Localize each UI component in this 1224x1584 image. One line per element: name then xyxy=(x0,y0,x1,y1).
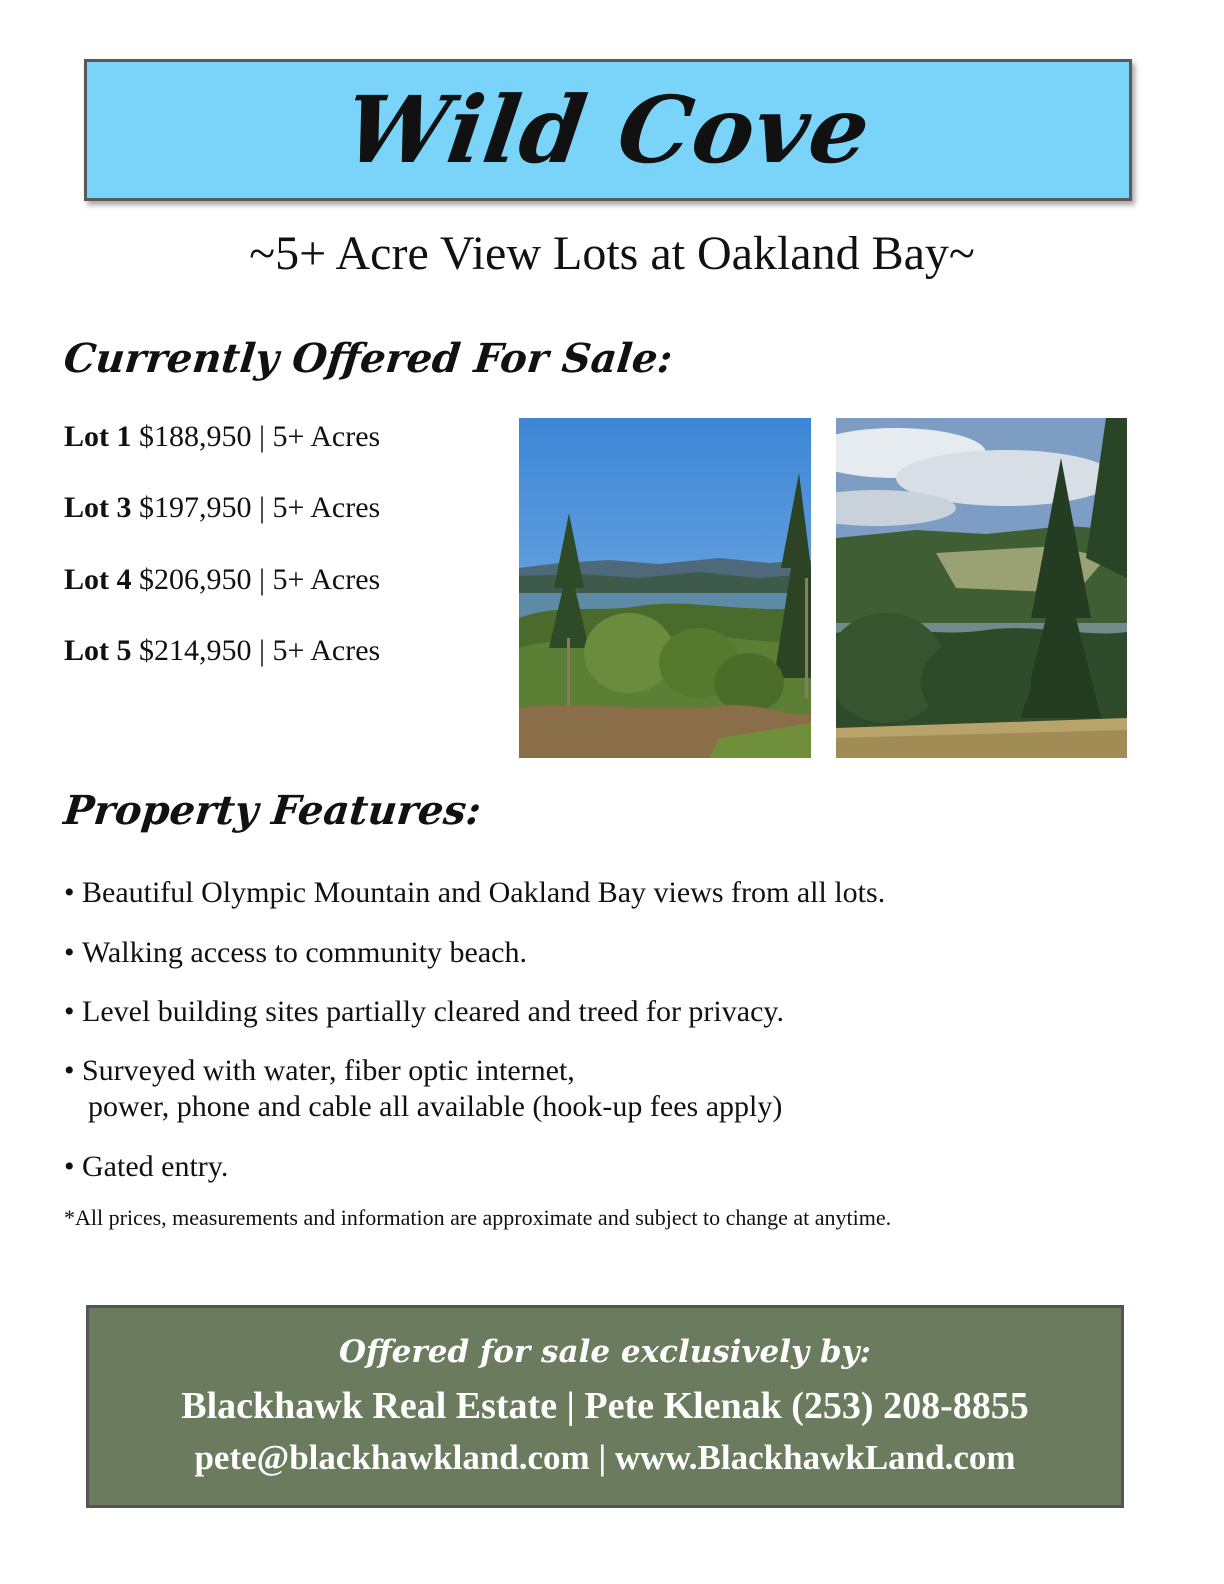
feature-item xyxy=(64,1053,782,1125)
feature-text: Beautiful Olympic Mountain and Oakland Bay views from all lots. xyxy=(82,876,886,909)
feature-text: Walking access to community beach. xyxy=(82,936,527,969)
offered-heading: Currently Offered For Sale: xyxy=(61,335,675,382)
bullet-icon: • xyxy=(64,876,75,909)
features-heading: Property Features: xyxy=(61,787,484,834)
feature-text: Surveyed with water, fiber optic internet, xyxy=(82,1054,575,1087)
lot-photo-bay-view xyxy=(519,418,811,758)
lot-details: $188,950 | 5+ Acres xyxy=(139,420,381,453)
lot-item xyxy=(64,563,380,597)
lot-details: $206,950 | 5+ Acres xyxy=(139,563,381,596)
lot-name: Lot 4 xyxy=(64,563,132,596)
page-title: Wild Cove xyxy=(338,76,878,184)
lot-name: Lot 1 xyxy=(64,420,132,453)
bullet-icon: • xyxy=(64,1054,75,1087)
lot-details: $214,950 | 5+ Acres xyxy=(139,634,381,667)
contact-footer xyxy=(86,1305,1124,1508)
valley-view-image xyxy=(836,418,1127,758)
agent-contact: Blackhawk Real Estate | Pete Klenak (253) 208-8855 xyxy=(181,1385,1029,1427)
feature-item xyxy=(64,1149,228,1185)
lot-details: $197,950 | 5+ Acres xyxy=(139,491,381,524)
lot-item xyxy=(64,634,380,668)
feature-item xyxy=(64,935,527,971)
feature-text: Gated entry. xyxy=(82,1150,229,1183)
bullet-icon: • xyxy=(64,936,75,969)
feature-text: Level building sites partially cleared and treed for privacy. xyxy=(82,995,784,1028)
lot-name: Lot 3 xyxy=(64,491,132,524)
page-subtitle: ~5+ Acre View Lots at Oakland Bay~ xyxy=(249,227,975,280)
disclaimer: *All prices, measurements and information are approximate and subject to change at anytime. xyxy=(64,1205,892,1230)
footer-tagline: Offered for sale exclusively by: xyxy=(339,1334,871,1370)
title-banner xyxy=(84,59,1132,201)
lot-item xyxy=(64,491,380,525)
feature-text-continued: power, phone and cable all available (hook-up fees apply) xyxy=(88,1090,783,1123)
bullet-icon: • xyxy=(64,1150,75,1183)
lot-item xyxy=(64,420,380,454)
email-website: pete@blackhawkland.com | www.BlackhawkLand.com xyxy=(194,1438,1016,1477)
feature-item xyxy=(64,875,885,911)
feature-item xyxy=(64,994,784,1030)
bullet-icon: • xyxy=(64,995,75,1028)
lot-name: Lot 5 xyxy=(64,634,132,667)
bay-view-image xyxy=(519,418,811,758)
lot-photo-valley-view xyxy=(836,418,1127,758)
